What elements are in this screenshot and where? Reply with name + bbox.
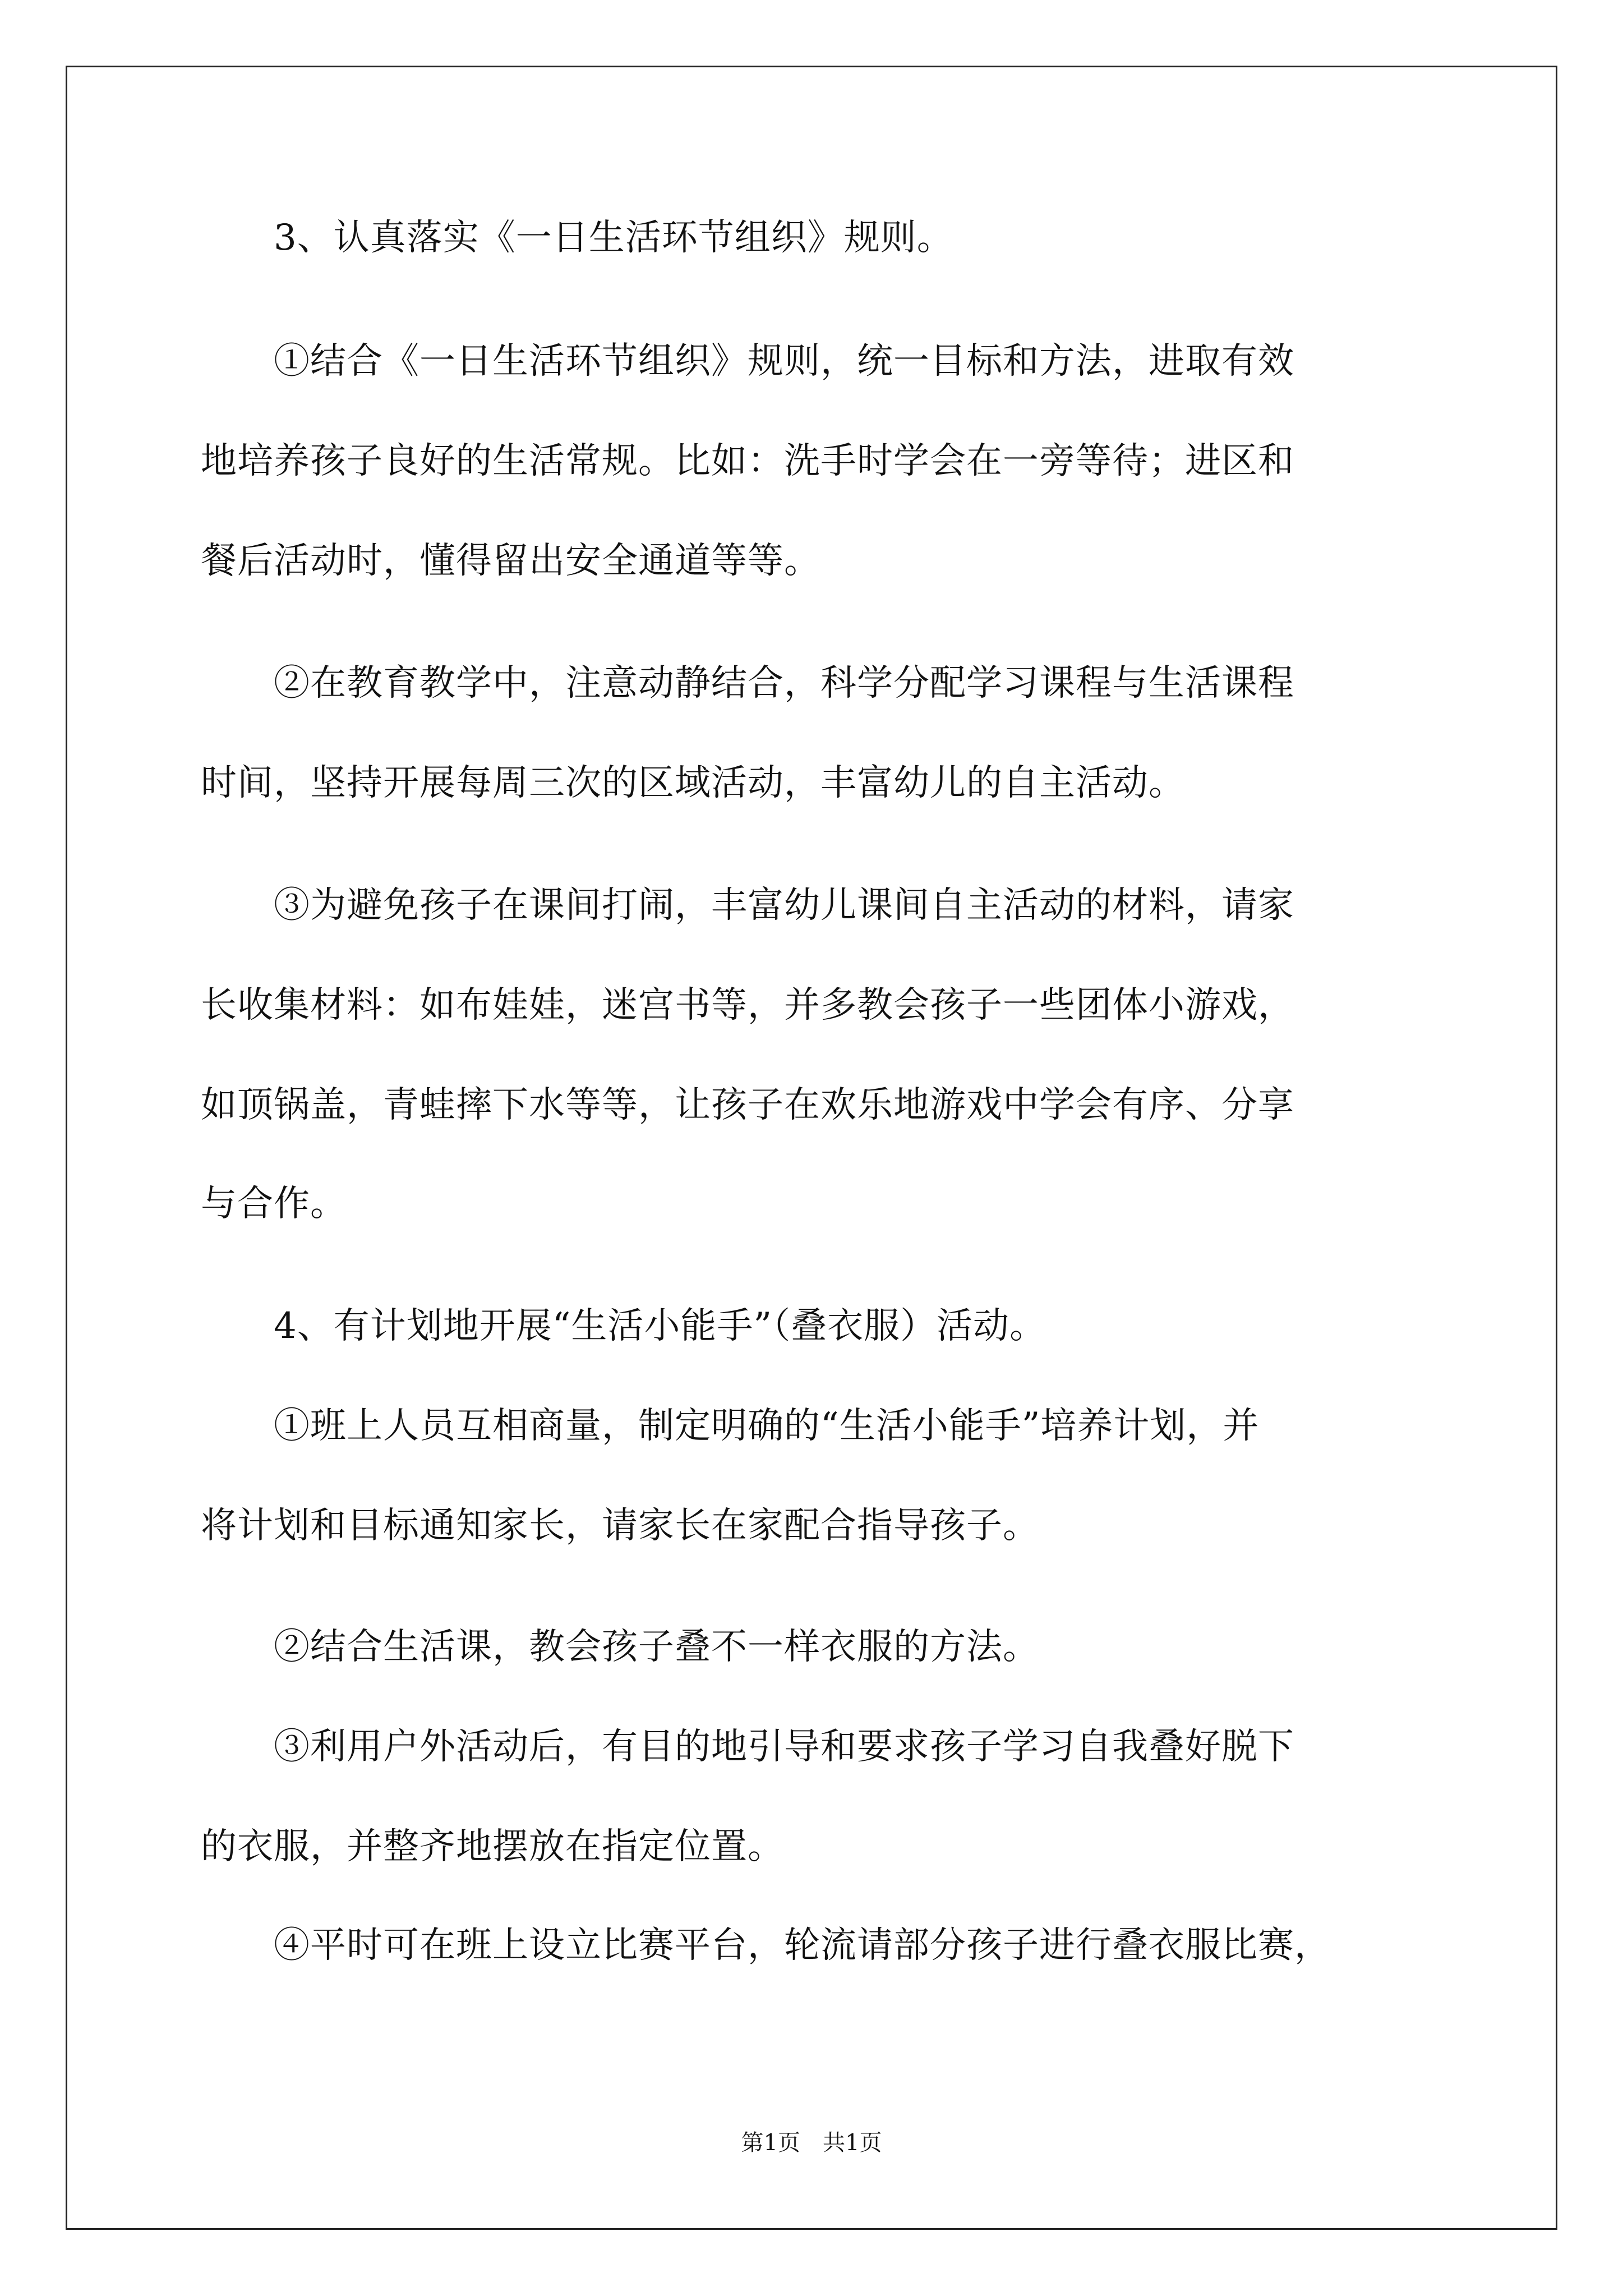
page-border bbox=[66, 66, 1557, 2230]
line-2: ①结合《一日生活环节组织》规则，统一目标和方法，进取有效 bbox=[201, 341, 1294, 382]
line-3: 地培养孩子良好的生活常规。比如：洗手时学会在一旁等待；进区和 bbox=[201, 440, 1294, 482]
line-15: ③利用户外活动后，有目的地引导和要求孩子学习自我叠好脱下 bbox=[201, 1726, 1294, 1768]
line-6: 时间，坚持开展每周三次的区域活动，丰富幼儿的自主活动。 bbox=[201, 762, 1185, 804]
line-16: 的衣服，并整齐地摆放在指定位置。 bbox=[201, 1826, 784, 1867]
line-9: 如顶锅盖，青蛙摔下水等等，让孩子在欢乐地游戏中学会有序、分享 bbox=[201, 1084, 1294, 1126]
page-footer bbox=[0, 2126, 1623, 2160]
page-total: 共1页 bbox=[823, 2130, 882, 2156]
line-13: 将计划和目标通知家长，请家长在家配合指导孩子。 bbox=[201, 1505, 1039, 1547]
line-1: 3、认真落实《一日生活环节组织》规则。 bbox=[201, 217, 953, 259]
line-17: ④平时可在班上设立比赛平台，轮流请部分孩子进行叠衣服比赛， bbox=[201, 1925, 1331, 1966]
line-12: ①班上人员互相商量，制定明确的“生活小能手”培养计划，并 bbox=[201, 1405, 1260, 1447]
line-14: ②结合生活课，教会孩子叠不一样衣服的方法。 bbox=[201, 1626, 1039, 1668]
line-5: ②在教育教学中，注意动静结合，科学分配学习课程与生活课程 bbox=[201, 662, 1294, 704]
line-8: 长收集材料：如布娃娃，迷宫书等，并多教会孩子一些团体小游戏， bbox=[201, 984, 1294, 1026]
page-number: 第1页 bbox=[741, 2130, 800, 2156]
line-10: 与合作。 bbox=[201, 1183, 347, 1225]
line-7: ③为避免孩子在课间打闹，丰富幼儿课间自主活动的材料，请家 bbox=[201, 885, 1294, 926]
line-4: 餐后活动时，懂得留出安全通道等等。 bbox=[201, 540, 820, 582]
line-11: 4、有计划地开展“生活小能手”（叠衣服）活动。 bbox=[201, 1305, 1046, 1347]
